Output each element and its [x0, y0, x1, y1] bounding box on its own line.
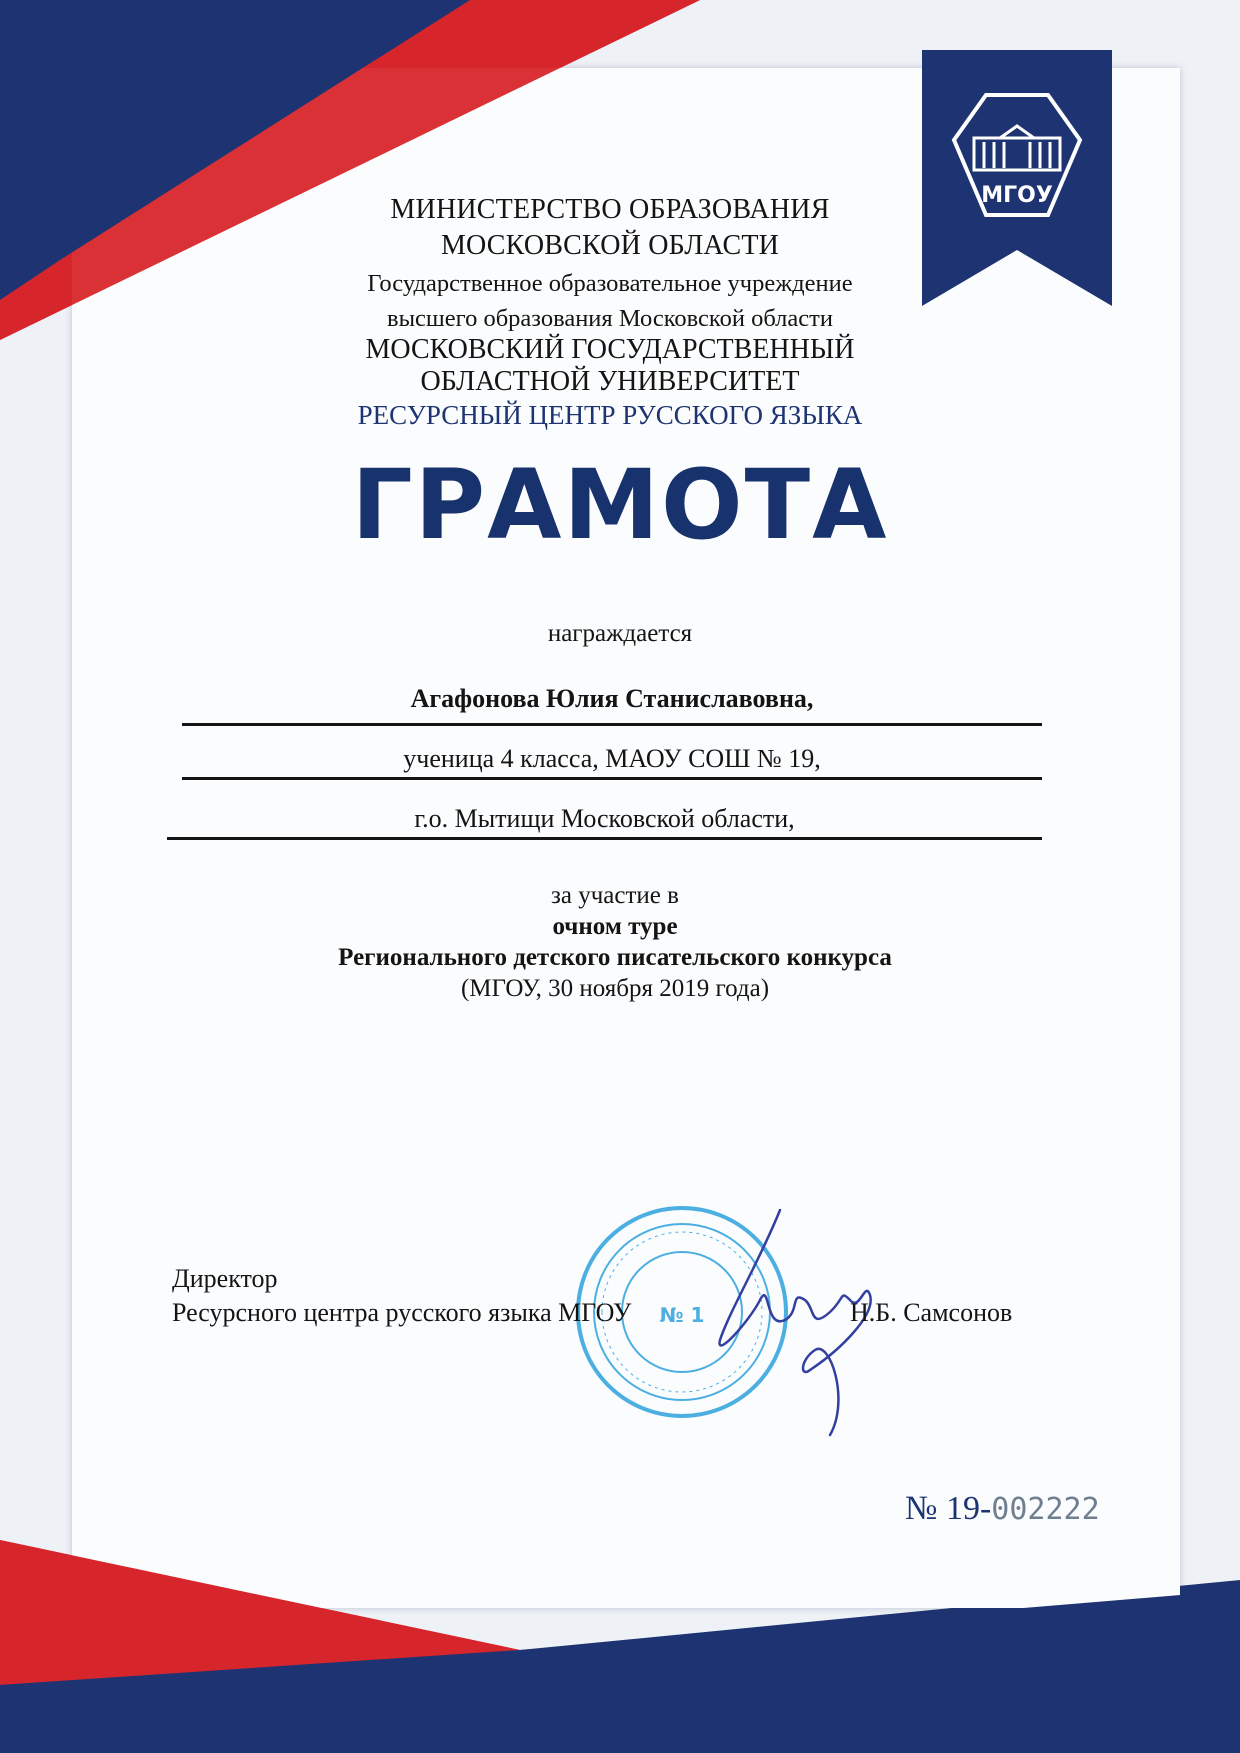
serial-value: 002222: [991, 1492, 1100, 1527]
reason-line-2: очном туре: [552, 913, 678, 940]
reason-line-1: за участие в: [551, 882, 679, 909]
certificate-title: ГРАМОТА: [351, 449, 889, 561]
logo-text: МГОУ: [981, 183, 1053, 208]
recipient-city: г.о. Мытищи Московской области,: [414, 804, 795, 833]
recipient-name: Агафонова Юлия Станиславовна,: [410, 684, 814, 713]
director-organization: Ресурсного центра русского языка МГОУ: [172, 1298, 632, 1327]
stamp-center-text: № 1: [659, 1303, 705, 1327]
awarded-label: награждается: [547, 620, 693, 647]
institution-line-1: Государственное образовательное учреждение: [367, 270, 853, 297]
recipient-student-info: ученица 4 класса, МАОУ СОШ № 19,: [403, 744, 821, 773]
resource-center-name: РЕСУРСНЫЙ ЦЕНТР РУССКОГО ЯЗЫКА: [357, 400, 863, 430]
director-title: [172, 1262, 631, 1330]
underline: [167, 837, 1042, 840]
university-line-2: ОБЛАСТНОЙ УНИВЕРСИТЕТ: [420, 366, 800, 397]
underline: [182, 723, 1042, 726]
ministry-line-2: МОСКОВСКОЙ ОБЛАСТИ: [440, 230, 780, 261]
reason-line-3: Регионального детского писательского конкурса: [338, 944, 892, 971]
recipient-student-line: [182, 744, 1042, 780]
award-reason: [0, 880, 1230, 1004]
institution-line-2: высшего образования Московской области: [387, 305, 833, 332]
signer-name: Н.Б. Самсонов: [850, 1298, 1013, 1327]
serial-prefix: № 19-: [905, 1490, 992, 1527]
director-role: Директор: [172, 1264, 278, 1293]
reason-line-4: (МГОУ, 30 ноября 2019 года): [460, 975, 770, 1002]
underline: [182, 777, 1042, 780]
ministry-line-1: МИНИСТЕРСТВО ОБРАЗОВАНИЯ: [390, 194, 830, 225]
recipient-city-line: [167, 804, 1042, 840]
header: [200, 192, 1020, 432]
serial-number: [905, 1490, 1100, 1528]
recipient-name-line: [182, 684, 1042, 726]
university-line-1: МОСКОВСКИЙ ГОСУДАРСТВЕННЫЙ: [365, 334, 855, 365]
